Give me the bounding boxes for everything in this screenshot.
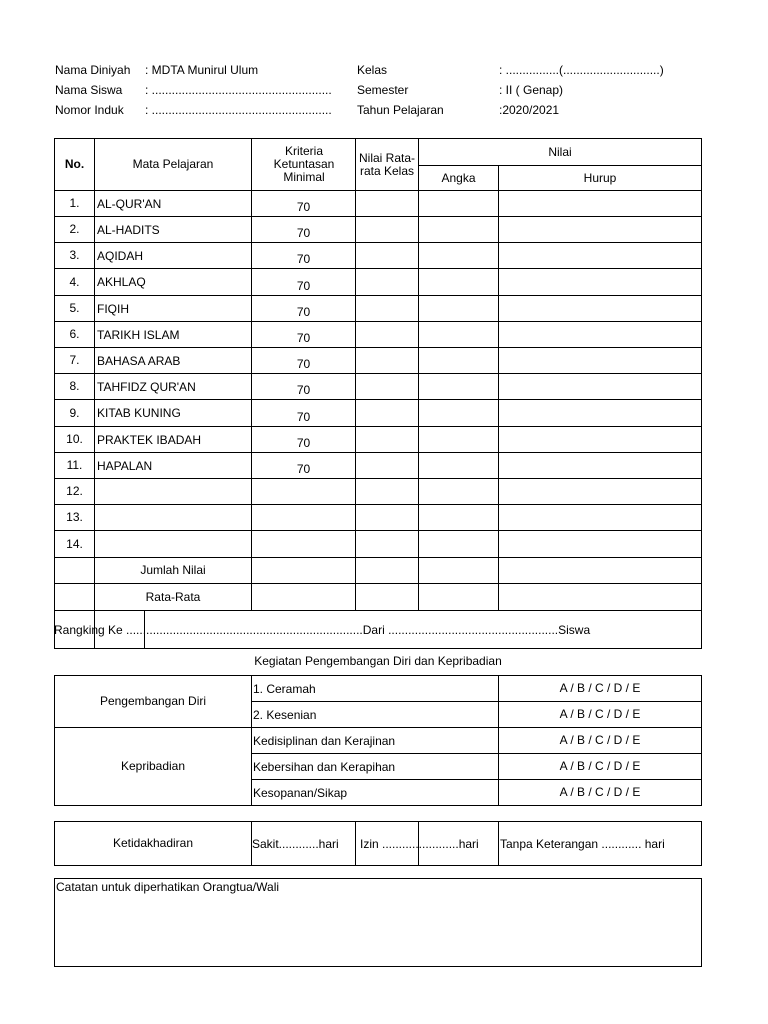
attendance-label: Ketidakhadiran [112,836,194,850]
header-value-nomor-induk: : ...................................................... [145,103,332,117]
row-subject: AL-QUR'AN [97,196,162,211]
header-label-tahun: Tahun Pelajaran [357,103,444,117]
activity-label: Kedisiplinan dan Kerajinan [253,733,396,748]
group-pengembangan-diri: Pengembangan Diri [99,694,207,708]
col-header-no: No. [64,157,85,171]
row-subject: HAPALAN [97,458,153,473]
attendance-sakit: Sakit............hari [252,836,339,851]
row-subject: AQIDAH [97,248,144,263]
row-kkm: 70 [296,331,311,345]
col-header-average: Nilai Rata-rata Kelas [358,150,415,178]
row-no: 7. [69,353,80,367]
row-no: 8. [69,379,80,393]
header-label-nama-diniyah: Nama Diniyah [55,63,131,77]
row-kkm: 70 [296,383,311,397]
activity-grade: A / B / C / D / E [559,707,641,721]
activity-label: 1. Ceramah [253,681,316,696]
header-value-nama-diniyah: : MDTA Munirul Ulum [145,63,259,77]
row-subject: PRAKTEK IBADAH [97,432,202,447]
jumlah-nilai-label: Jumlah Nilai [140,563,206,577]
header-value-tahun: :2020/2021 [499,103,560,117]
col-header-subject: Mata Pelajaran [132,157,214,171]
row-subject: FIQIH [97,301,129,316]
notes-label: Catatan untuk diperhatikan Orangtua/Wali [56,880,280,894]
row-kkm: 70 [296,357,311,371]
row-kkm: 70 [296,252,311,266]
row-no: 12. [66,484,83,498]
col-header-angka: Angka [441,170,476,185]
col-header-nilai: Nilai [548,144,572,159]
row-kkm: 70 [296,226,311,240]
header-value-semester: : II ( Genap) [499,83,564,97]
row-no: 2. [69,222,80,236]
row-subject: AL-HADITS [97,222,160,237]
activity-grade: A / B / C / D / E [559,733,641,747]
header-label-nama-siswa: Nama Siswa [55,83,123,97]
row-no: 3. [69,248,80,262]
col-header-kkm: Kriteria Ketuntasan Minimal [273,144,335,184]
row-kkm: 70 [296,462,311,476]
row-subject: TAHFIDZ QUR'AN [97,379,196,394]
row-kkm: 70 [296,436,311,450]
row-kkm: 70 [296,409,311,424]
row-subject [97,479,247,504]
row-subject: BAHASA ARAB [97,353,181,368]
row-no: 14. [66,536,83,551]
row-kkm: 70 [296,278,311,293]
row-no: 1. [69,196,80,210]
header-label-semester: Semester [357,83,409,97]
row-kkm: 70 [296,200,311,214]
activity-grade: A / B / C / D / E [559,759,641,773]
activity-label: Kebersihan dan Kerapihan [253,759,396,774]
row-no: 9. [69,405,80,420]
activity-grade: A / B / C / D / E [559,785,641,799]
row-subject: KITAB KUNING [97,406,181,420]
col-header-huruf: Hurup [583,170,617,185]
header-value-nama-siswa: : ...................................................... [145,83,332,97]
row-no: 13. [66,510,83,524]
row-subject: AKHLAQ [97,275,146,289]
activity-grade: A / B / C / D / E [559,681,641,695]
attendance-izin: Izin .......................hari [360,836,479,851]
row-no: 11. [66,458,83,472]
attendance-tanpa-keterangan: Tanpa Keterangan ............ hari [500,836,665,851]
row-subject: TARIKH ISLAM [97,327,180,342]
row-subject [97,505,247,530]
row-no: 4. [69,274,80,289]
rata-rata-label: Rata-Rata [145,589,201,604]
development-title: Kegiatan Pengembangan Diri dan Kepribadian [254,653,502,668]
header-label-kelas: Kelas [357,63,388,77]
ranking-text: Rangking Ke .......................................................................Dari ...................................................Siswa [54,622,591,637]
activity-label: 2. Kesenian [253,707,317,722]
row-no: 5. [69,301,80,315]
header-label-nomor-induk: Nomor Induk [55,103,124,117]
row-kkm: 70 [296,305,311,319]
row-subject [97,531,247,557]
notes-box [54,878,702,967]
row-no: 10. [66,432,83,446]
activity-label: Kesopanan/Sikap [253,785,348,800]
group-kepribadian: Kepribadian [120,759,186,773]
row-no: 6. [69,327,80,341]
header-value-kelas: : ................(.............................) [499,63,664,77]
